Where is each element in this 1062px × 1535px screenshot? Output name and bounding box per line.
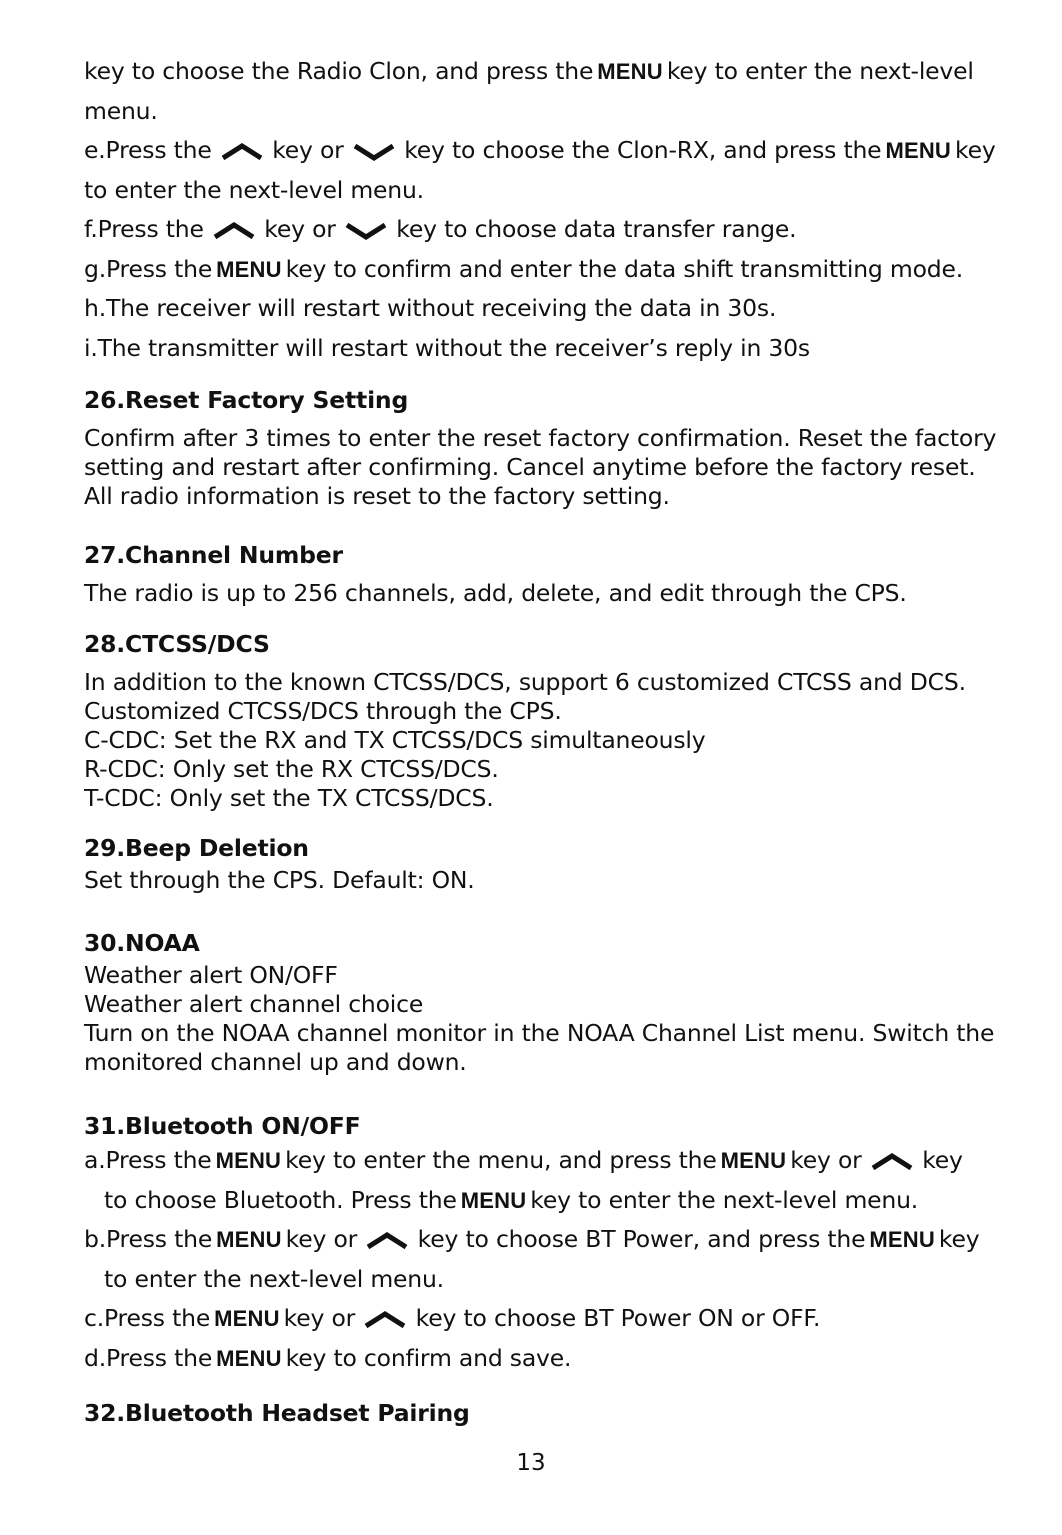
text: key to confirm and save. bbox=[285, 1343, 572, 1372]
manual-page bbox=[84, 52, 997, 1428]
chevron-up-icon bbox=[366, 1232, 408, 1250]
text: key or bbox=[272, 136, 344, 164]
menu-key-label: MENU bbox=[216, 256, 282, 282]
step-g bbox=[84, 250, 984, 290]
section-27-title: 27.Channel Number bbox=[84, 541, 343, 569]
chevron-up-icon bbox=[364, 1311, 406, 1329]
menu-key-label: MENU bbox=[597, 59, 663, 84]
page-number: 13 bbox=[516, 1450, 546, 1476]
s31-step-a-line2 bbox=[84, 1181, 984, 1221]
text: e.Press the bbox=[84, 136, 212, 164]
text: key bbox=[938, 1225, 980, 1253]
step-e-line2: to enter the next-level menu. bbox=[84, 175, 424, 204]
step-d-line1 bbox=[84, 52, 984, 92]
section-27-text: The radio is up to 256 channels, add, delete, and edit through the CPS. bbox=[84, 579, 907, 607]
text: key to choose BT Power, and press the bbox=[417, 1225, 866, 1253]
text: key to enter the next-level menu. bbox=[530, 1185, 919, 1214]
step-d-line2: menu. bbox=[84, 96, 158, 125]
text: key to choose data transfer range. bbox=[396, 215, 797, 243]
chevron-down-icon bbox=[345, 222, 387, 240]
section-29-text: Set through the CPS. Default: ON. bbox=[84, 866, 475, 894]
step-i: i.The transmitter will restart without the receiver’s reply in 30s bbox=[84, 333, 810, 362]
text: b.Press the bbox=[84, 1225, 213, 1253]
text: key to choose the Clon-RX, and press the bbox=[404, 136, 882, 164]
section-28-title: 28.CTCSS/DCS bbox=[84, 630, 270, 658]
text: c.Press the bbox=[84, 1304, 211, 1332]
section-26-text: All radio information is reset to the factory setting. bbox=[84, 482, 670, 510]
section-32-title: 32.Bluetooth Headset Pairing bbox=[84, 1399, 470, 1427]
section-28-text: T-CDC: Only set the TX CTCSS/DCS. bbox=[84, 784, 494, 812]
section-30-text: monitored channel up and down. bbox=[84, 1048, 467, 1076]
menu-key-label: MENU bbox=[885, 138, 952, 163]
chevron-up-icon bbox=[871, 1153, 913, 1171]
section-28-text: Customized CTCSS/DCS through the CPS. bbox=[84, 697, 562, 725]
s31-step-b-line2: to enter the next-level menu. bbox=[104, 1264, 444, 1293]
s31-step-b-line1 bbox=[84, 1220, 984, 1260]
text: key bbox=[922, 1146, 963, 1174]
menu-key-label: MENU bbox=[216, 1227, 282, 1252]
text: key to choose BT Power ON or OFF. bbox=[415, 1304, 821, 1332]
chevron-up-icon bbox=[221, 143, 263, 161]
menu-key-label: MENU bbox=[720, 1148, 787, 1173]
section-30-text: Weather alert channel choice bbox=[84, 990, 424, 1018]
text: key to enter the next-level bbox=[666, 57, 974, 85]
section-30-title: 30.NOAA bbox=[84, 929, 200, 957]
text: key to confirm and enter the data shift transmitting mode. bbox=[285, 254, 964, 283]
step-e-line1 bbox=[84, 131, 996, 171]
text: key or bbox=[790, 1146, 862, 1174]
section-30-text: Weather alert ON/OFF bbox=[84, 961, 338, 989]
section-28-text: In addition to the known CTCSS/DCS, support 6 customized CTCSS and DCS. bbox=[84, 668, 966, 696]
menu-key-label: MENU bbox=[869, 1227, 935, 1252]
step-f bbox=[84, 210, 984, 250]
menu-key-label: MENU bbox=[216, 1345, 282, 1371]
text: d.Press the bbox=[84, 1343, 213, 1372]
section-28-text: C-CDC: Set the RX and TX CTCSS/DCS simultaneously bbox=[84, 726, 706, 754]
text: g.Press the bbox=[84, 254, 213, 283]
section-26-title: 26.Reset Factory Setting bbox=[84, 386, 409, 414]
menu-key-label: MENU bbox=[214, 1306, 280, 1331]
text: key or bbox=[285, 1225, 358, 1253]
step-h: h.The receiver will restart without receiving the data in 30s. bbox=[84, 294, 777, 322]
menu-key-label: MENU bbox=[215, 1148, 282, 1173]
section-30-text: Turn on the NOAA channel monitor in the NOAA Channel List menu. Switch the bbox=[84, 1019, 995, 1047]
chevron-up-icon bbox=[213, 222, 255, 240]
text: key bbox=[955, 136, 996, 164]
text: key to enter the menu, and press the bbox=[285, 1146, 717, 1174]
section-29-title: 29.Beep Deletion bbox=[84, 834, 309, 862]
text: key to choose the Radio Clon, and press the bbox=[84, 57, 594, 85]
s31-step-d bbox=[84, 1339, 984, 1379]
chevron-down-icon bbox=[353, 143, 395, 161]
s31-step-a-line1 bbox=[84, 1141, 984, 1181]
text: f.Press the bbox=[84, 215, 204, 243]
section-31-title: 31.Bluetooth ON/OFF bbox=[84, 1112, 361, 1140]
text: key or bbox=[283, 1304, 356, 1332]
text: a.Press the bbox=[84, 1146, 212, 1174]
section-28-text: R-CDC: Only set the RX CTCSS/DCS. bbox=[84, 755, 499, 783]
s31-step-c bbox=[84, 1299, 984, 1339]
section-26-text: setting and restart after confirming. Cancel anytime before the factory reset. bbox=[84, 453, 976, 481]
text: to choose Bluetooth. Press the bbox=[104, 1185, 457, 1214]
section-26-text: Confirm after 3 times to enter the reset factory confirmation. Reset the factory bbox=[84, 424, 997, 452]
menu-key-label: MENU bbox=[460, 1187, 527, 1213]
text: key or bbox=[264, 215, 336, 243]
